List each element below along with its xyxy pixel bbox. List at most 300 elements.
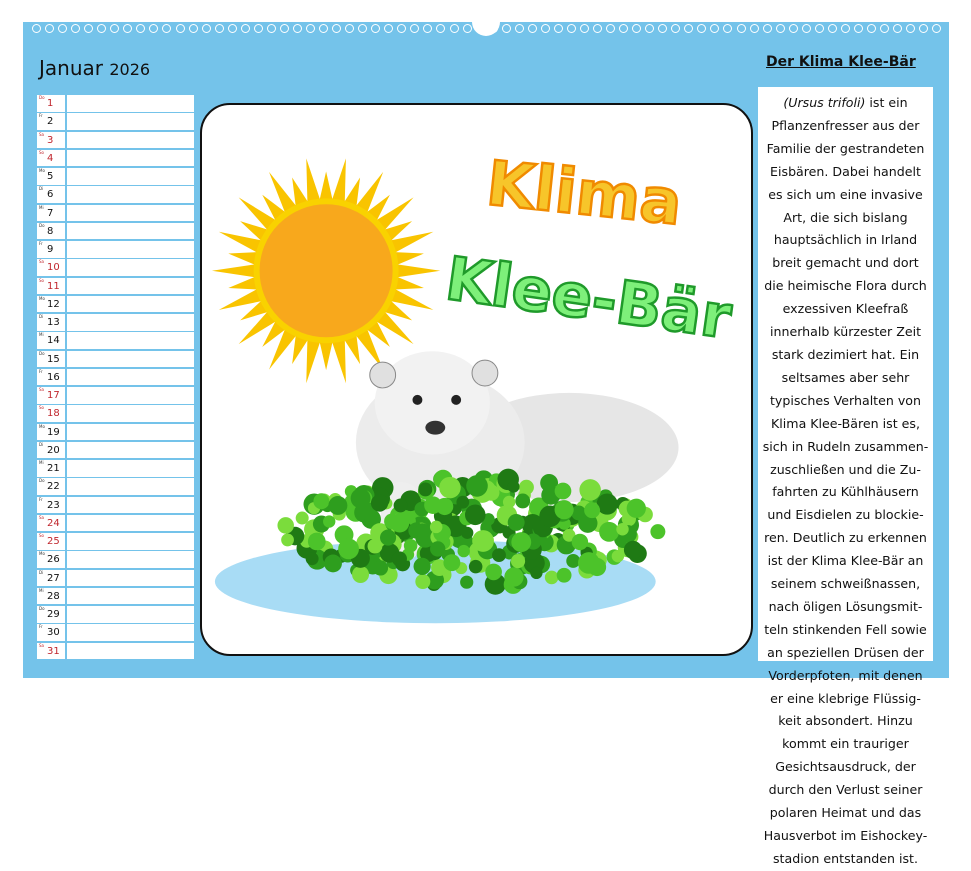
text-segment: Familie der gestrandeten [766, 140, 925, 156]
note-field[interactable] [67, 460, 194, 477]
day-cell [37, 405, 65, 422]
day-number: 29 [47, 609, 60, 620]
day-cell [37, 478, 65, 495]
binding-hole [893, 24, 902, 33]
text-line [758, 504, 933, 527]
text-segment: seinem schweißnassen, [770, 576, 921, 592]
day-cell [37, 424, 65, 441]
text-segment: Hausverbot im Eishockey- [763, 828, 928, 843]
title-klee-baer: Klee-Bär [441, 244, 736, 354]
text-line [758, 733, 933, 756]
text-segment: ist der Klima Klee-Bär an [767, 553, 924, 569]
day-row [37, 132, 194, 150]
day-cell [37, 533, 65, 550]
binding-hole [489, 24, 498, 33]
binding-hole [110, 24, 119, 33]
note-field[interactable] [67, 150, 194, 167]
day-row [37, 278, 194, 296]
binding-hole [162, 24, 171, 33]
text-line [758, 298, 933, 321]
day-row [37, 314, 194, 332]
binding-hole [710, 24, 719, 33]
day-row [37, 369, 194, 387]
binding-hole [606, 24, 615, 33]
weekday: Mi [39, 332, 44, 338]
text-line [758, 481, 933, 504]
text-segment: fahrten zu Kühlhäusern [772, 484, 919, 500]
binding-hole [645, 24, 654, 33]
note-field[interactable] [67, 405, 194, 422]
day-number: 18 [47, 408, 60, 420]
text-segment: stadion entstanden ist. [773, 850, 918, 866]
weekday: Do [39, 350, 45, 356]
text-segment: nach öligen Lösungsmit- [768, 598, 923, 614]
binding-hole [306, 24, 315, 33]
day-row [37, 624, 194, 642]
note-field[interactable] [67, 241, 194, 258]
note-field[interactable] [67, 533, 194, 550]
text-line [758, 848, 933, 871]
day-row [37, 405, 194, 423]
day-row [37, 460, 194, 478]
day-row [37, 186, 194, 204]
note-field[interactable] [67, 132, 194, 149]
day-cell [37, 460, 65, 477]
day-number: 14 [47, 335, 60, 347]
month-title [39, 56, 150, 80]
day-number: 8 [47, 225, 54, 237]
text-segment: exzessiven Kleefraß [782, 301, 909, 317]
day-number: 15 [47, 353, 60, 365]
day-number: 26 [47, 554, 60, 566]
day-row [37, 533, 194, 551]
day-number: 4 [47, 152, 54, 164]
day-row [37, 296, 194, 314]
day-number: 19 [47, 426, 60, 438]
text-line [758, 229, 933, 252]
binding-hole [593, 24, 602, 33]
month-name: Januar [39, 56, 103, 80]
weekday: Do [39, 222, 45, 228]
text-segment: polaren Heimat und das [769, 805, 922, 821]
note-field[interactable] [67, 351, 194, 368]
day-cell [37, 332, 65, 349]
binding-hole [423, 24, 432, 33]
day-cell [37, 223, 65, 240]
binding-hole [476, 24, 485, 33]
binding-hole [658, 24, 667, 33]
day-row [37, 478, 194, 496]
text-line [758, 779, 933, 802]
binding-hole [619, 24, 628, 33]
binding-hole [176, 24, 185, 33]
text-segment: kommt ein trauriger [782, 736, 909, 752]
text-line [758, 688, 933, 711]
day-cell [37, 606, 65, 623]
binding-hole [671, 24, 680, 33]
day-cell [37, 186, 65, 203]
text-segment: stark dezimiert hat. Ein [771, 346, 920, 362]
note-field[interactable] [67, 606, 194, 623]
weekday: So [39, 405, 44, 411]
text-line [758, 459, 933, 482]
text-line [758, 710, 933, 733]
weekday: Mo [39, 551, 45, 557]
binding-hole [867, 24, 876, 33]
binding-hole [580, 24, 589, 33]
day-row [37, 259, 194, 277]
text-segment: die heimische Flora durch [764, 278, 927, 294]
weekday: Do [39, 606, 45, 611]
text-segment: ren. Deutlich zu erkennen [764, 530, 927, 546]
weekday: Sa [39, 259, 44, 265]
binding-hole [436, 24, 445, 33]
binding-hole [815, 24, 824, 33]
day-cell [37, 515, 65, 532]
day-row [37, 95, 194, 113]
text-line [758, 573, 933, 596]
binding-hole [97, 24, 106, 33]
day-number: 1 [47, 98, 54, 109]
binding-hole [254, 24, 263, 33]
note-field[interactable] [67, 515, 194, 532]
binding-hole [515, 24, 524, 33]
day-row [37, 606, 194, 624]
weekday: Di [39, 569, 44, 575]
species-name: (Ursus trifoli) [783, 95, 866, 110]
weekday: Mo [39, 423, 45, 429]
binding-hole [371, 24, 380, 33]
day-cell [37, 442, 65, 459]
binding-hole [71, 24, 80, 33]
text-segment: es sich um eine invasive [768, 186, 923, 202]
text-segment: Eisbären. Dabei handelt [770, 163, 921, 179]
text-segment: ist ein [865, 95, 908, 110]
day-cell [37, 351, 65, 368]
day-row [37, 497, 194, 515]
text-line [758, 184, 933, 207]
note-field[interactable] [67, 332, 194, 349]
day-row [37, 241, 194, 259]
day-cell [37, 241, 65, 258]
day-number: 22 [47, 481, 60, 493]
description-text [758, 87, 933, 866]
binding-hole [528, 24, 537, 33]
note-field[interactable] [67, 186, 194, 203]
day-number: 6 [47, 189, 54, 201]
day-number: 13 [47, 317, 60, 328]
binding-hole [789, 24, 798, 33]
binding-hole [919, 24, 928, 33]
day-row [37, 643, 194, 661]
sidebar-title: Der Klima Klee-Bär [766, 54, 916, 70]
binding-hole [358, 24, 367, 33]
day-number: 16 [47, 371, 60, 383]
binding-hole [841, 24, 850, 33]
binding-hole [906, 24, 915, 33]
day-cell [37, 643, 65, 660]
day-number: 25 [47, 536, 60, 547]
day-number: 21 [47, 463, 60, 474]
text-line [758, 275, 933, 298]
note-field[interactable] [67, 387, 194, 404]
binding-hole [241, 24, 250, 33]
binding-hole [450, 24, 459, 33]
weekday: Mo [39, 295, 45, 301]
binding-hole [45, 24, 54, 33]
text-line [758, 321, 933, 344]
text-line [758, 596, 933, 619]
day-row [37, 205, 194, 223]
day-number: 10 [47, 262, 60, 274]
text-line [758, 344, 933, 367]
text-line [758, 550, 933, 573]
day-row [37, 150, 194, 168]
day-cell [37, 259, 65, 276]
binding-hole [763, 24, 772, 33]
weekday: So [39, 277, 44, 283]
text-line [758, 92, 933, 115]
text-line [758, 207, 933, 230]
note-field[interactable] [67, 643, 194, 660]
binding-hole [123, 24, 132, 33]
note-field[interactable] [67, 259, 194, 276]
binding-hole [802, 24, 811, 33]
text-line [758, 802, 933, 825]
text-line [758, 367, 933, 390]
text-segment: Art, die sich bislang [783, 209, 908, 225]
binding-hole [697, 24, 706, 33]
binding-hole [502, 24, 511, 33]
weekday: Fr [39, 496, 43, 502]
note-field[interactable] [67, 296, 194, 313]
day-number: 3 [47, 134, 54, 146]
note-field[interactable] [67, 369, 194, 386]
text-line [758, 619, 933, 642]
binding-hole [632, 24, 641, 33]
binding-hole [32, 24, 41, 33]
weekday: Di [39, 441, 44, 447]
day-cell [37, 369, 65, 386]
weekday: Sa [39, 131, 44, 137]
day-number: 28 [47, 590, 60, 602]
day-number: 24 [47, 517, 60, 529]
day-cell [37, 314, 65, 331]
note-field[interactable] [67, 442, 194, 459]
weekday: Fr [39, 624, 43, 630]
note-field[interactable] [67, 223, 194, 240]
binding-hole [776, 24, 785, 33]
day-row [37, 570, 194, 588]
day-planner [37, 95, 194, 661]
text-segment: Vorderpfoten, mit denen [768, 667, 923, 683]
note-field[interactable] [67, 314, 194, 331]
day-cell [37, 624, 65, 641]
illustration-frame [200, 103, 753, 656]
text-segment: und Eisdielen zu blockie- [767, 507, 924, 523]
note-field[interactable] [67, 570, 194, 587]
binding-hole [58, 24, 67, 33]
day-row [37, 351, 194, 369]
day-cell [37, 588, 65, 605]
binding-hole [463, 24, 472, 33]
day-cell [37, 168, 65, 185]
weekday: Fr [39, 368, 43, 374]
text-segment: er eine klebrige Flüssig- [770, 690, 921, 706]
text-line [758, 252, 933, 275]
day-number: 5 [47, 171, 54, 182]
note-field[interactable] [67, 278, 194, 295]
weekday: So [39, 149, 44, 155]
text-line [758, 665, 933, 688]
weekday: Di [39, 186, 44, 192]
weekday: Sa [39, 514, 44, 520]
text-segment: an speziellen Drüsen der [767, 644, 924, 660]
day-row [37, 387, 194, 405]
day-row [37, 588, 194, 606]
note-field[interactable] [67, 478, 194, 495]
weekday: Mi [39, 204, 44, 210]
binding-hole [319, 24, 328, 33]
binding-hole [684, 24, 693, 33]
day-cell [37, 113, 65, 130]
binding-hole [189, 24, 198, 33]
text-segment: breit gemacht und dort [772, 255, 919, 271]
text-line [758, 756, 933, 779]
binding-hole [280, 24, 289, 33]
text-segment: seltsames aber sehr [781, 369, 910, 385]
day-number: 7 [47, 207, 54, 219]
binding-hole [215, 24, 224, 33]
day-row [37, 424, 194, 442]
binding-hole [541, 24, 550, 33]
year: 2026 [109, 60, 151, 79]
day-cell [37, 95, 65, 112]
day-cell [37, 551, 65, 568]
day-cell [37, 150, 65, 167]
weekday: Di [39, 314, 44, 319]
weekday: Mi [39, 587, 44, 593]
weekday: Mi [39, 460, 44, 465]
text-segment: zuschließen und die Zu- [770, 461, 921, 477]
day-number: 23 [47, 499, 60, 511]
weekday: Fr [39, 113, 43, 119]
day-number: 11 [47, 280, 60, 292]
binding-hole [267, 24, 276, 33]
day-number: 30 [47, 627, 60, 639]
note-field[interactable] [67, 497, 194, 514]
weekday: Do [39, 478, 45, 484]
text-segment: Pflanzenfresser aus der [771, 117, 920, 133]
binding-hole [136, 24, 145, 33]
note-field[interactable] [67, 424, 194, 441]
text-segment: keit absondert. Hinzu [778, 713, 913, 729]
binding-hole [828, 24, 837, 33]
weekday: Do [39, 95, 45, 100]
text-line [758, 642, 933, 665]
day-number: 2 [47, 116, 54, 128]
note-field[interactable] [67, 624, 194, 641]
binding-hole [293, 24, 302, 33]
text-line [758, 115, 933, 138]
day-row [37, 113, 194, 131]
binding-hole [84, 24, 93, 33]
text-segment: Klima Klee-Bären ist es, [771, 415, 920, 431]
text-segment: typisches Verhalten von [769, 392, 921, 408]
text-segment: hauptsächlich in Irland [773, 232, 918, 248]
binding-hole [345, 24, 354, 33]
binding-hole [932, 24, 941, 33]
weekday: Sa [39, 387, 44, 392]
weekday: Fr [39, 241, 43, 246]
text-segment: sich in Rudeln zusammen- [762, 438, 929, 454]
text-line [758, 390, 933, 413]
day-cell [37, 205, 65, 222]
binding-hole [410, 24, 419, 33]
title-klima: Klima [483, 147, 686, 240]
text-line [758, 825, 933, 848]
text-segment: Gesichtsausdruck, der [775, 759, 916, 775]
text-line [758, 436, 933, 459]
binding-hole [880, 24, 889, 33]
day-number: 9 [47, 244, 54, 255]
text-line [758, 138, 933, 161]
binding-hole [384, 24, 393, 33]
binding-hole [202, 24, 211, 33]
binding-hole [228, 24, 237, 33]
binding-hole [397, 24, 406, 33]
binding-hole [737, 24, 746, 33]
text-segment: durch den Verlust seiner [768, 782, 923, 798]
binding-hole [854, 24, 863, 33]
day-number: 20 [47, 444, 60, 456]
day-cell [37, 387, 65, 404]
sun-icon [212, 158, 440, 383]
day-cell [37, 278, 65, 295]
day-number: 31 [47, 645, 60, 657]
day-number: 12 [47, 298, 60, 310]
day-row [37, 223, 194, 241]
binding-hole [554, 24, 563, 33]
binding-hole [332, 24, 341, 33]
text-segment: teln stinkenden Fell sowie [764, 621, 927, 637]
weekday: Sa [39, 642, 44, 648]
note-field[interactable] [67, 168, 194, 185]
text-line [758, 527, 933, 550]
day-cell [37, 570, 65, 587]
note-field[interactable] [67, 551, 194, 568]
day-cell [37, 132, 65, 149]
klima-klee-baer-illustration [202, 105, 751, 654]
day-cell [37, 296, 65, 313]
day-row [37, 551, 194, 569]
weekday: So [39, 533, 44, 538]
binding-hole [149, 24, 158, 33]
day-row [37, 332, 194, 350]
binding-hole [750, 24, 759, 33]
text-line [758, 413, 933, 436]
binding-hole [567, 24, 576, 33]
day-number: 17 [47, 390, 60, 401]
note-field[interactable] [67, 113, 194, 130]
day-row [37, 168, 194, 186]
day-cell [37, 497, 65, 514]
note-field[interactable] [67, 95, 194, 112]
spiral-binding-holes [32, 24, 942, 34]
day-row [37, 442, 194, 460]
note-field[interactable] [67, 205, 194, 222]
note-field[interactable] [67, 588, 194, 605]
